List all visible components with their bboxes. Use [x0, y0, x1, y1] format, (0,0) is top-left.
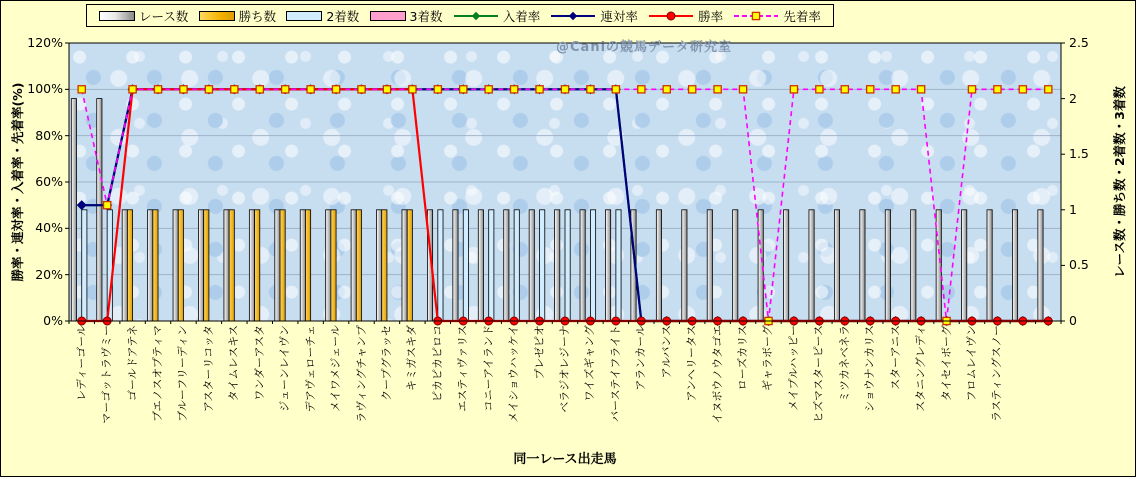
marker-先着率 — [689, 86, 696, 93]
marker-先着率 — [1045, 86, 1052, 93]
bar-races — [453, 210, 458, 321]
bar-races — [377, 210, 382, 321]
legend-item-4 — [453, 7, 541, 25]
bar-wins — [127, 210, 132, 321]
marker-先着率 — [78, 86, 85, 93]
category-label: アルバンス — [659, 325, 673, 379]
marker-先着率 — [383, 86, 390, 93]
category-label: スターアニス — [888, 325, 902, 390]
bar-races — [71, 99, 76, 321]
bar-races — [733, 210, 738, 321]
marker-先着率 — [816, 86, 823, 93]
marker-先着率 — [714, 86, 721, 93]
marker-先着率 — [332, 86, 339, 93]
legend-label: 勝率 — [698, 8, 724, 24]
legend-label: 入着率 — [502, 8, 541, 24]
bar-races — [249, 210, 254, 321]
bar-races — [224, 210, 229, 321]
diamond-line-swatch-icon — [550, 10, 596, 22]
bar-races — [682, 210, 687, 321]
bar-wins — [305, 210, 310, 321]
category-label: ラヴィングチャンプ — [354, 325, 368, 423]
bar-wins — [153, 210, 158, 321]
category-label: アランカール — [634, 325, 648, 391]
marker-先着率 — [358, 86, 365, 93]
category-label: ミツカネベネラ — [837, 325, 851, 402]
legend — [86, 4, 834, 27]
bar-races — [1012, 210, 1017, 321]
category-label: コニーアイランド — [481, 325, 495, 412]
marker-先着率 — [409, 86, 416, 93]
category-label: ワイズギャング — [583, 325, 597, 402]
right-tick-label: 2 — [1069, 90, 1077, 106]
bar-races — [478, 210, 483, 321]
marker-先着率 — [892, 86, 899, 93]
bar-races — [987, 210, 992, 321]
marker-先着率 — [638, 86, 645, 93]
marker-連対率 — [78, 201, 86, 209]
marker-先着率 — [968, 86, 975, 93]
legend-item-7 — [733, 7, 821, 25]
marker-先着率 — [104, 202, 111, 209]
bar-races — [1038, 210, 1043, 321]
marker-先着率 — [739, 86, 746, 93]
marker-先着率 — [511, 86, 518, 93]
bar-seconds — [438, 210, 443, 321]
bar-races — [504, 210, 509, 321]
left-tick-label: 20% — [35, 266, 63, 282]
category-label: イヌボウノウタゴエ — [710, 325, 724, 424]
circle-line-swatch-icon — [648, 10, 694, 22]
bar-wins — [331, 210, 336, 321]
marker-先着率 — [282, 86, 289, 93]
marker-先着率 — [918, 86, 925, 93]
legend-label: 3着数 — [409, 8, 443, 24]
legend-label: 先着率 — [783, 8, 821, 24]
bar-races — [605, 210, 610, 321]
marker-先着率 — [841, 86, 848, 93]
category-label: ベラジオレジーナ — [558, 325, 571, 413]
category-label: メイワメジェール — [329, 325, 343, 413]
legend-label: 勝ち数 — [238, 8, 277, 24]
legend-label: レース数 — [139, 8, 189, 24]
legend-item-5 — [550, 7, 638, 25]
category-label: ジューンレイヴン — [278, 325, 292, 412]
category-label: メイショウハッケイ — [507, 325, 521, 423]
category-label: ヒズマスターピース — [812, 325, 826, 423]
category-label: ブルーフリーディン — [176, 325, 190, 422]
bar-wins — [178, 210, 183, 321]
right-tick-label: 0 — [1069, 313, 1077, 328]
category-label: アスターリコッタ — [201, 325, 215, 413]
bar-wins — [255, 210, 260, 321]
bar-wins — [356, 210, 361, 321]
category-label: デアヴェローチェ — [303, 325, 317, 413]
category-label: バーステイフライト — [608, 325, 622, 422]
marker-先着率 — [154, 86, 161, 93]
marker-先着率 — [307, 86, 314, 93]
bar-seconds — [489, 210, 494, 321]
category-label: プレゼピオ — [532, 325, 546, 380]
legend-item-3 — [370, 7, 443, 25]
category-label: ピカピカピロコ — [430, 325, 444, 402]
marker-先着率 — [485, 86, 492, 93]
bar-races — [962, 210, 967, 321]
marker-先着率 — [994, 86, 1001, 93]
bar-races — [834, 210, 839, 321]
legend-item-0 — [99, 7, 188, 25]
seconds-swatch-icon — [286, 11, 322, 21]
diamond-line-swatch-icon — [453, 10, 499, 22]
bar-wins — [280, 210, 285, 321]
category-label: メイプルハッピー — [786, 325, 800, 411]
category-label: エスティヴァリス — [456, 325, 470, 412]
bar-races — [198, 210, 203, 321]
bar-seconds — [82, 210, 87, 321]
bar-races — [402, 210, 407, 321]
bar-races — [122, 210, 127, 321]
right-tick-label: 1.5 — [1069, 146, 1089, 162]
category-label: キミガスキダ — [405, 325, 419, 391]
marker-先着率 — [663, 86, 670, 93]
bar-races — [148, 210, 153, 321]
marker-先着率 — [129, 86, 136, 93]
right-axis-title: レース数・勝ち数・2着数・3着数 — [1112, 86, 1127, 278]
marker-先着率 — [561, 86, 568, 93]
bar-seconds — [514, 210, 519, 321]
marker-先着率 — [231, 86, 238, 93]
category-label: ワンダーアスタ — [252, 325, 266, 401]
marker-先着率 — [434, 86, 441, 93]
bar-races — [911, 210, 916, 321]
legend-label: 連対率 — [600, 8, 638, 24]
bar-wins — [407, 210, 412, 321]
bar-races — [885, 210, 890, 321]
left-tick-label: 40% — [35, 220, 63, 236]
bar-races — [860, 210, 865, 321]
legend-item-2 — [286, 7, 359, 25]
bar-races — [555, 210, 560, 321]
category-label: フロムレイヴン — [964, 325, 978, 402]
bar-races — [275, 210, 280, 321]
right-tick-label: 1 — [1069, 201, 1077, 217]
right-tick-label: 0.5 — [1069, 257, 1089, 273]
left-tick-label: 60% — [35, 174, 63, 189]
marker-先着率 — [460, 86, 467, 93]
bar-races — [809, 210, 814, 321]
bar-races — [173, 210, 178, 321]
watermark: @Caniの競馬データ研究室 — [556, 40, 733, 55]
marker-先着率 — [612, 86, 619, 93]
left-tick-label: 0% — [43, 313, 63, 328]
category-label: ゴールドアテネ — [125, 325, 139, 402]
category-label: ギャラボーグ — [761, 325, 775, 391]
legend-item-6 — [648, 7, 723, 25]
bar-races — [656, 210, 661, 321]
category-label: タイセイボーグ — [939, 325, 953, 402]
bar-seconds — [590, 210, 595, 321]
bar-races — [300, 210, 305, 321]
legend-label: 2着数 — [326, 8, 360, 24]
marker-先着率 — [536, 86, 543, 93]
category-label: タイムレスキス — [227, 325, 241, 402]
category-label: ショウナンカリス — [863, 325, 877, 413]
left-tick-label: 100% — [27, 81, 63, 97]
wins-swatch-icon — [199, 11, 235, 21]
bar-races — [580, 210, 585, 321]
marker-先着率 — [790, 86, 797, 93]
races-swatch-icon — [99, 11, 135, 21]
bar-races — [97, 99, 102, 321]
right-tick-label: 2.5 — [1069, 35, 1089, 50]
category-label: スタニングレディ — [914, 325, 928, 412]
category-label: ブエノスオプティマ — [151, 325, 165, 422]
bar-races — [326, 210, 331, 321]
bar-seconds — [463, 210, 468, 321]
bar-races — [707, 210, 712, 321]
category-label: ローズカリス — [736, 325, 750, 391]
thirds-swatch-icon — [370, 11, 406, 21]
legend-item-1 — [199, 7, 277, 25]
left-tick-label: 80% — [35, 127, 63, 143]
marker-先着率 — [1019, 86, 1026, 93]
marker-先着率 — [180, 86, 187, 93]
category-label: レディーゴール — [74, 325, 88, 401]
marker-先着率 — [587, 86, 594, 93]
left-axis-title: 勝率・連対率・入着率・先着率(%) — [10, 82, 25, 282]
left-tick-label: 120% — [27, 35, 63, 50]
bar-seconds — [616, 210, 621, 321]
category-label: マーゴットラヴミー — [100, 325, 114, 424]
x-axis-title: 同一レース出走馬 — [513, 452, 617, 467]
marker-先着率 — [867, 86, 874, 93]
bar-wins — [229, 210, 234, 321]
category-label: クープグラッセ — [379, 325, 393, 401]
bar-seconds — [565, 210, 570, 321]
bar-wins — [204, 210, 209, 321]
bar-races — [529, 210, 534, 321]
marker-先着率 — [205, 86, 212, 93]
bar-wins — [382, 210, 387, 321]
category-label: アンヘリータス — [685, 325, 699, 402]
marker-先着率 — [256, 86, 263, 93]
bar-races — [351, 210, 356, 321]
square-line-swatch-icon — [733, 10, 779, 22]
category-label: ラスティングスノー — [990, 325, 1004, 422]
bar-races — [784, 210, 789, 321]
bar-seconds — [540, 210, 545, 321]
